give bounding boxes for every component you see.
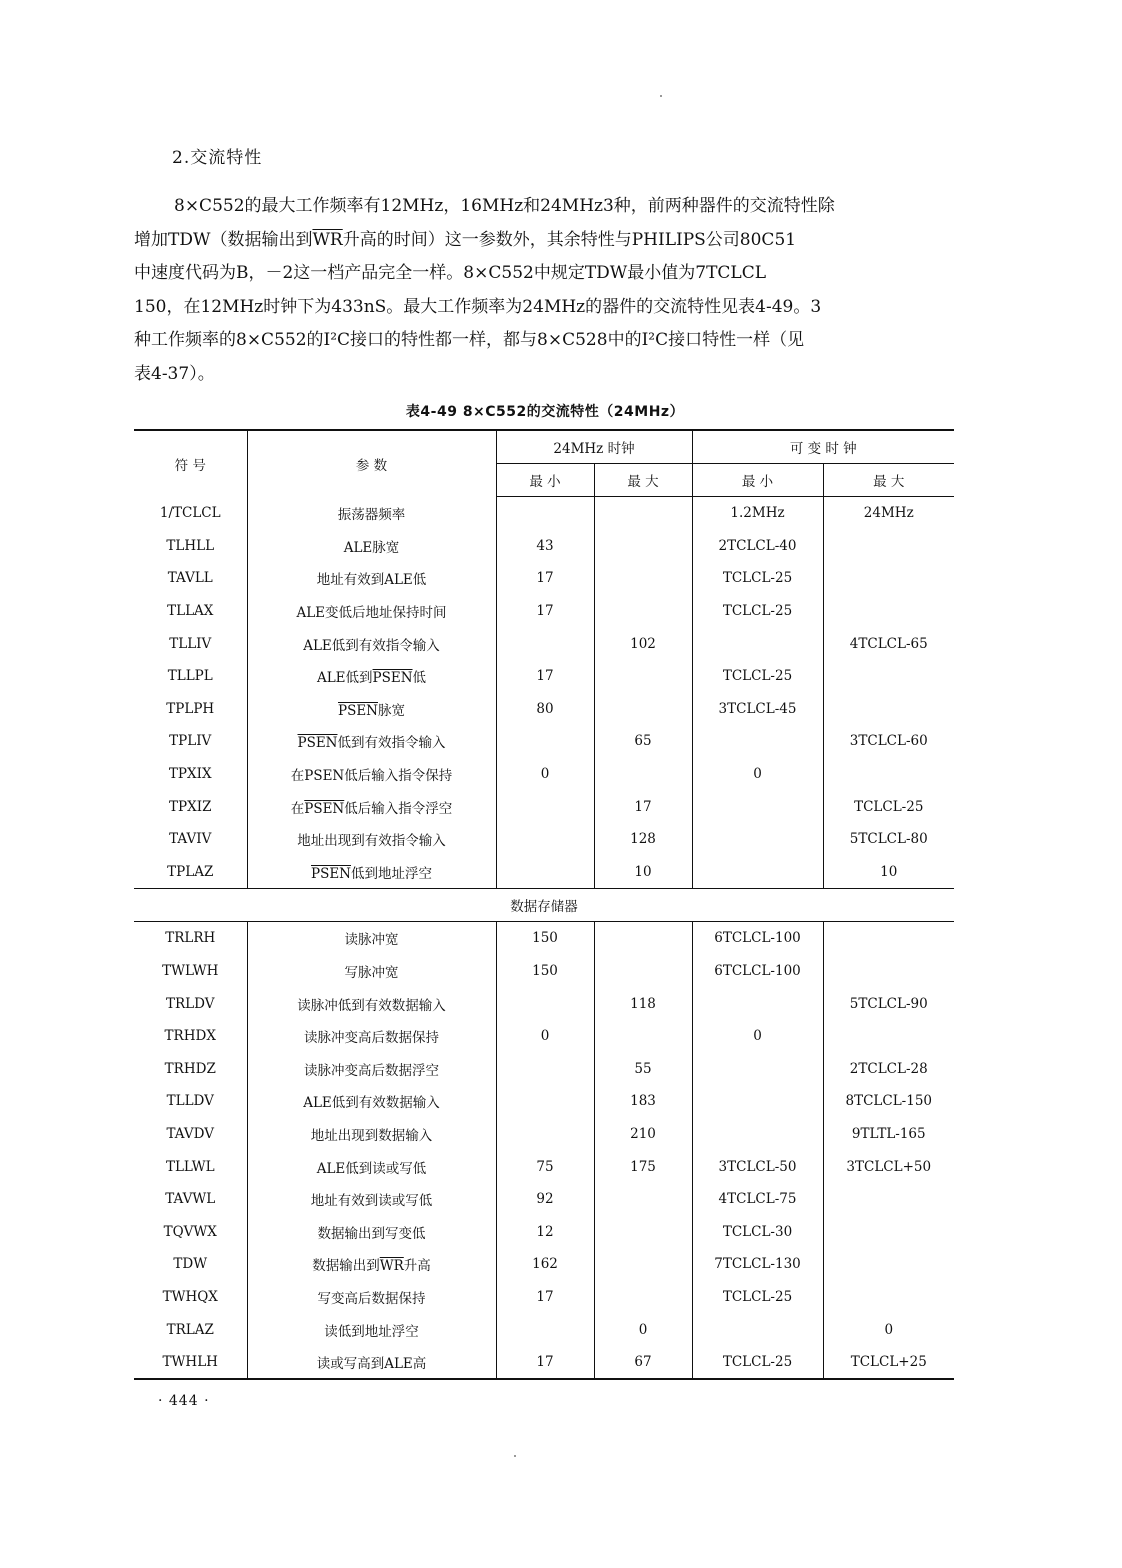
variable-max-cell: 9TLTL-165 [823, 1118, 954, 1151]
clock24-min-cell [496, 1053, 594, 1086]
header-parameter: 参 数 [247, 430, 496, 497]
clock24-min-cell: 75 [496, 1150, 594, 1183]
parameter-cell [247, 1085, 496, 1118]
symbol-cell: TLHLL [166, 537, 215, 554]
parameter-cell [247, 1053, 496, 1086]
symbol-cell: TRLDV [166, 995, 215, 1012]
clock24-max-cell [594, 530, 692, 563]
table-row [134, 1248, 954, 1281]
symbol-cell: TRHDZ [164, 1060, 216, 1077]
clock24-max-cell [594, 922, 692, 955]
parameter-text: 升高 [403, 1258, 431, 1275]
clock24-min-cell: 17 [496, 1281, 594, 1314]
parameter-text: ALE低到有效指令输入 [303, 637, 440, 654]
variable-min-cell: TCLCL-30 [692, 1215, 823, 1248]
symbol-cell: TDW [173, 1256, 208, 1273]
symbol-cell: TLLWL [165, 1158, 215, 1175]
clock24-max-cell: 10 [594, 856, 692, 889]
clock24-min-cell [496, 627, 594, 660]
symbol-cell: 1/TCLCL [159, 505, 221, 522]
table-row [134, 693, 954, 726]
paragraph-line [134, 224, 956, 258]
table-row [134, 1085, 954, 1118]
variable-max-cell: 4TCLCL-65 [823, 627, 954, 660]
clock24-min-cell [496, 497, 594, 530]
scan-speck [514, 1455, 516, 1457]
body-paragraph [134, 190, 956, 391]
variable-max-cell [823, 693, 954, 726]
clock24-max-cell [594, 693, 692, 726]
table-row [134, 1215, 954, 1248]
parameter-text: 低 [412, 670, 427, 687]
clock24-min-cell [496, 1313, 594, 1346]
header-min: 最 小 [692, 464, 823, 497]
parameter-text: 地址有效到读或写低 [310, 1193, 433, 1210]
clock24-min-cell: 17 [496, 660, 594, 693]
parameter-cell [247, 1346, 496, 1380]
variable-max-cell [823, 595, 954, 628]
overlined-signal: PSEN [297, 735, 338, 752]
parameter-cell [247, 595, 496, 628]
clock24-min-cell [496, 790, 594, 823]
parameter-cell [247, 922, 496, 955]
parameter-text: 写脉冲宽 [344, 965, 399, 982]
header-min: 最 小 [496, 464, 594, 497]
table-row [134, 987, 954, 1020]
clock24-max-cell: 55 [594, 1053, 692, 1086]
parameter-text: 在PSEN低后输入指令保持 [290, 768, 453, 785]
paragraph-line: 中速度代码为B，－2这一档产品完全一样。8×C552中规定TDW最小值为7TCLCL [134, 263, 767, 283]
variable-max-cell [823, 530, 954, 563]
variable-max-cell [823, 1183, 954, 1216]
paragraph-line: 种工作频率的8×C552的I²C接口的特性都一样，都与8×C528中的I²C接口特性一样（见 [134, 330, 805, 350]
symbol-cell: TWHQX [162, 1288, 218, 1305]
clock24-max-cell [594, 955, 692, 988]
parameter-text: ALE脉宽 [343, 539, 400, 556]
variable-max-cell [823, 1281, 954, 1314]
variable-min-cell [692, 1313, 823, 1346]
variable-max-cell [823, 758, 954, 791]
parameter-cell [247, 823, 496, 856]
parameter-text: 读脉冲变高后数据保持 [304, 1030, 439, 1047]
variable-min-cell: TCLCL-25 [692, 1346, 823, 1380]
clock24-min-cell [496, 823, 594, 856]
variable-max-cell: TCLCL+25 [823, 1346, 954, 1380]
table-row [134, 856, 954, 889]
clock24-max-cell [594, 497, 692, 530]
paragraph-line: 150，在12MHz时钟下为433nS。最大工作频率为24MHz的器件的交流特性见表4-49。3 [134, 296, 822, 317]
variable-min-cell: TCLCL-25 [692, 660, 823, 693]
variable-max-cell [823, 660, 954, 693]
variable-min-cell: 7TCLCL-130 [692, 1248, 823, 1281]
symbol-cell: TAVWL [165, 1191, 216, 1208]
clock24-min-cell: 80 [496, 693, 594, 726]
parameter-text: 地址出现到有效指令输入 [297, 833, 446, 850]
clock24-max-cell: 17 [594, 790, 692, 823]
clock24-max-cell [594, 562, 692, 595]
parameter-cell [247, 955, 496, 988]
scan-speck [660, 95, 662, 97]
variable-max-cell [823, 1215, 954, 1248]
table-row [134, 1183, 954, 1216]
clock24-max-cell: 118 [594, 987, 692, 1020]
clock24-min-cell [496, 987, 594, 1020]
clock24-min-cell [496, 1085, 594, 1118]
parameter-cell [247, 530, 496, 563]
parameter-cell [247, 1313, 496, 1346]
variable-min-cell: 6TCLCL-100 [692, 922, 823, 955]
parameter-cell [247, 790, 496, 823]
clock24-min-cell: 17 [496, 562, 594, 595]
variable-max-cell [823, 922, 954, 955]
table-row [134, 1020, 954, 1053]
parameter-text: 读脉冲变高后数据浮空 [304, 1062, 439, 1079]
parameter-cell [247, 725, 496, 758]
parameter-text: 振荡器频率 [337, 507, 406, 524]
variable-max-cell: 10 [823, 856, 954, 889]
variable-min-cell [692, 1085, 823, 1118]
header-max: 最 大 [823, 464, 954, 497]
parameter-cell [247, 1281, 496, 1314]
variable-min-cell: 0 [692, 758, 823, 791]
clock24-max-cell: 102 [594, 627, 692, 660]
variable-max-cell: 0 [823, 1313, 954, 1346]
symbol-cell: TAVIV [169, 831, 212, 848]
clock24-min-cell: 150 [496, 922, 594, 955]
table-row [134, 530, 954, 563]
parameter-text: 写变高后数据保持 [317, 1290, 426, 1307]
clock24-max-cell [594, 1215, 692, 1248]
parameter-text: 读脉冲宽 [344, 932, 399, 949]
variable-max-cell [823, 955, 954, 988]
table-row [134, 725, 954, 758]
parameter-text: 数据输出到写变低 [317, 1225, 426, 1242]
symbol-cell: TAVLL [167, 570, 213, 587]
variable-min-cell [692, 856, 823, 889]
variable-max-cell: 3TCLCL+50 [823, 1150, 954, 1183]
parameter-text: 读或写高到ALE高 [316, 1356, 427, 1373]
table-row [134, 823, 954, 856]
parameter-text: 低到有效指令输入 [337, 735, 446, 752]
parameter-cell [247, 1150, 496, 1183]
clock24-max-cell: 128 [594, 823, 692, 856]
parameter-text: 在 [290, 800, 305, 817]
variable-max-cell: 5TCLCL-90 [823, 987, 954, 1020]
clock24-min-cell: 162 [496, 1248, 594, 1281]
clock24-max-cell: 67 [594, 1346, 692, 1380]
clock24-min-cell: 17 [496, 1346, 594, 1380]
paragraph-text: 增加TDW（数据输出到 [134, 229, 313, 250]
header-variable-clock: 可 变 时 钟 [692, 430, 954, 464]
clock24-max-cell: 210 [594, 1118, 692, 1151]
table-row [134, 1053, 954, 1086]
symbol-cell: TRHDX [164, 1028, 216, 1045]
parameter-cell [247, 1020, 496, 1053]
symbol-cell: TWLWH [162, 963, 219, 980]
clock24-max-cell: 65 [594, 725, 692, 758]
variable-max-cell: 24MHz [823, 497, 954, 530]
overlined-signal: $\overline{WR}$ [312, 229, 343, 250]
variable-min-cell: 3TCLCL-50 [692, 1150, 823, 1183]
parameter-cell [247, 1118, 496, 1151]
table-caption: 表4-49 8×C552的交流特性（24MHz） [405, 404, 685, 420]
clock24-max-cell: 183 [594, 1085, 692, 1118]
variable-min-cell: 6TCLCL-100 [692, 955, 823, 988]
parameter-text: 脉宽 [378, 702, 405, 719]
overlined-signal: PSEN [311, 865, 351, 882]
clock24-max-cell [594, 595, 692, 628]
parameter-cell [247, 497, 496, 530]
parameter-text: ALE低到读或写低 [316, 1160, 427, 1177]
table-row [134, 1281, 954, 1314]
variable-min-cell: 2TCLCL-40 [692, 530, 823, 563]
variable-max-cell: 2TCLCL-28 [823, 1053, 954, 1086]
symbol-cell: TLLPL [167, 668, 213, 685]
variable-max-cell: 3TCLCL-60 [823, 725, 954, 758]
table-row [134, 1118, 954, 1151]
clock24-min-cell: 0 [496, 758, 594, 791]
clock24-max-cell: 0 [594, 1313, 692, 1346]
clock24-max-cell [594, 1281, 692, 1314]
variable-max-cell: 5TCLCL-80 [823, 823, 954, 856]
variable-min-cell: 0 [692, 1020, 823, 1053]
parameter-text: 低后输入指令浮空 [344, 800, 453, 817]
symbol-cell: TLLAX [167, 603, 214, 620]
variable-min-cell: TCLCL-25 [692, 595, 823, 628]
variable-min-cell [692, 725, 823, 758]
clock24-max-cell [594, 758, 692, 791]
clock24-min-cell: 17 [496, 595, 594, 628]
clock24-max-cell [594, 1020, 692, 1053]
table-row [134, 790, 954, 823]
table-header-row [134, 430, 954, 464]
symbol-cell: TRLRH [165, 930, 216, 947]
variable-min-cell: TCLCL-25 [692, 1281, 823, 1314]
symbol-cell: TRLAZ [166, 1321, 214, 1338]
parameter-cell [247, 1215, 496, 1248]
section-label: 数据存储器 [134, 889, 954, 922]
variable-min-cell [692, 823, 823, 856]
clock24-min-cell: 43 [496, 530, 594, 563]
parameter-text: 读低到地址浮空 [324, 1323, 419, 1340]
variable-min-cell: 3TCLCL-45 [692, 693, 823, 726]
symbol-cell: TQVWX [163, 1223, 217, 1240]
symbol-cell: TLLDV [166, 1093, 214, 1110]
symbol-cell: TPXIZ [169, 798, 212, 815]
table-row [134, 660, 954, 693]
variable-max-cell: 8TCLCL-150 [823, 1085, 954, 1118]
overlined-signal: PSEN [338, 702, 378, 719]
variable-min-cell [692, 790, 823, 823]
parameter-cell [247, 987, 496, 1020]
parameter-text: 数据输出到 [312, 1258, 380, 1275]
ac-characteristics-table [134, 429, 954, 1380]
variable-max-cell [823, 1020, 954, 1053]
clock24-max-cell [594, 660, 692, 693]
clock24-max-cell: 175 [594, 1150, 692, 1183]
page-number: · 444 · [158, 1393, 210, 1409]
table-row [134, 758, 954, 791]
table-row [134, 627, 954, 660]
parameter-cell [247, 758, 496, 791]
variable-min-cell [692, 987, 823, 1020]
parameter-text: 低到地址浮空 [351, 865, 432, 882]
symbol-cell: TPLAZ [167, 863, 214, 880]
clock24-min-cell [496, 725, 594, 758]
overlined-signal: $\overline{WR}$ [379, 1258, 404, 1275]
parameter-text: ALE变低后地址保持时间 [296, 605, 447, 622]
header-24mhz-clock: 24MHz 时钟 [496, 430, 692, 464]
parameter-text: ALE低到有效数据输入 [303, 1095, 440, 1112]
parameter-cell [247, 693, 496, 726]
table-row [134, 595, 954, 628]
parameter-cell [247, 856, 496, 889]
parameter-cell [247, 660, 496, 693]
clock24-min-cell: 12 [496, 1215, 594, 1248]
clock24-min-cell [496, 856, 594, 889]
clock24-max-cell [594, 1248, 692, 1281]
section-row [134, 889, 954, 922]
table-row [134, 955, 954, 988]
header-symbol: 符 号 [134, 430, 247, 497]
symbol-cell: TPXIX [168, 766, 212, 783]
variable-min-cell: TCLCL-25 [692, 562, 823, 595]
variable-max-cell [823, 1248, 954, 1281]
overlined-signal: PSEN [304, 800, 345, 817]
section-title: 2.交流特性 [172, 148, 263, 168]
parameter-cell [247, 627, 496, 660]
variable-min-cell [692, 627, 823, 660]
parameter-cell [247, 1183, 496, 1216]
variable-min-cell [692, 1118, 823, 1151]
parameter-cell [247, 1248, 496, 1281]
header-max: 最 大 [594, 464, 692, 497]
paragraph-text: 升高的时间）这一参数外，其余特性与PHILIPS公司80C51 [342, 229, 797, 250]
clock24-min-cell [496, 1118, 594, 1151]
clock24-min-cell: 150 [496, 955, 594, 988]
variable-max-cell [823, 562, 954, 595]
table-row [134, 922, 954, 955]
variable-min-cell: 4TCLCL-75 [692, 1183, 823, 1216]
symbol-cell: TPLPH [166, 700, 215, 717]
paragraph-line: 8×C552的最大工作频率有12MHz，16MHz和24MHz3种，前两种器件的交流特性除 [174, 196, 835, 216]
table-row [134, 497, 954, 530]
parameter-cell [247, 562, 496, 595]
symbol-cell: TPLIV [169, 733, 212, 750]
variable-max-cell: TCLCL-25 [823, 790, 954, 823]
symbol-cell: TAVDV [166, 1125, 214, 1142]
symbol-cell: TLLIV [169, 635, 212, 652]
table-row [134, 1150, 954, 1183]
table-body [134, 497, 954, 1380]
symbol-cell: TWHLH [134, 1346, 247, 1380]
table-row [134, 1313, 954, 1346]
clock24-max-cell [594, 1183, 692, 1216]
table-row [134, 562, 954, 595]
clock24-min-cell: 0 [496, 1020, 594, 1053]
parameter-text: 读脉冲低到有效数据输入 [297, 997, 446, 1014]
table-row [134, 1346, 954, 1380]
variable-min-cell [692, 1053, 823, 1086]
parameter-text: ALE低到 [316, 670, 373, 687]
parameter-text: 地址有效到ALE低 [316, 572, 427, 589]
paragraph-line: 表4-37）。 [134, 363, 215, 384]
clock24-min-cell: 92 [496, 1183, 594, 1216]
variable-min-cell: 1.2MHz [692, 497, 823, 530]
parameter-text: 地址出现到数据输入 [310, 1127, 433, 1144]
overlined-signal: PSEN [372, 670, 413, 687]
